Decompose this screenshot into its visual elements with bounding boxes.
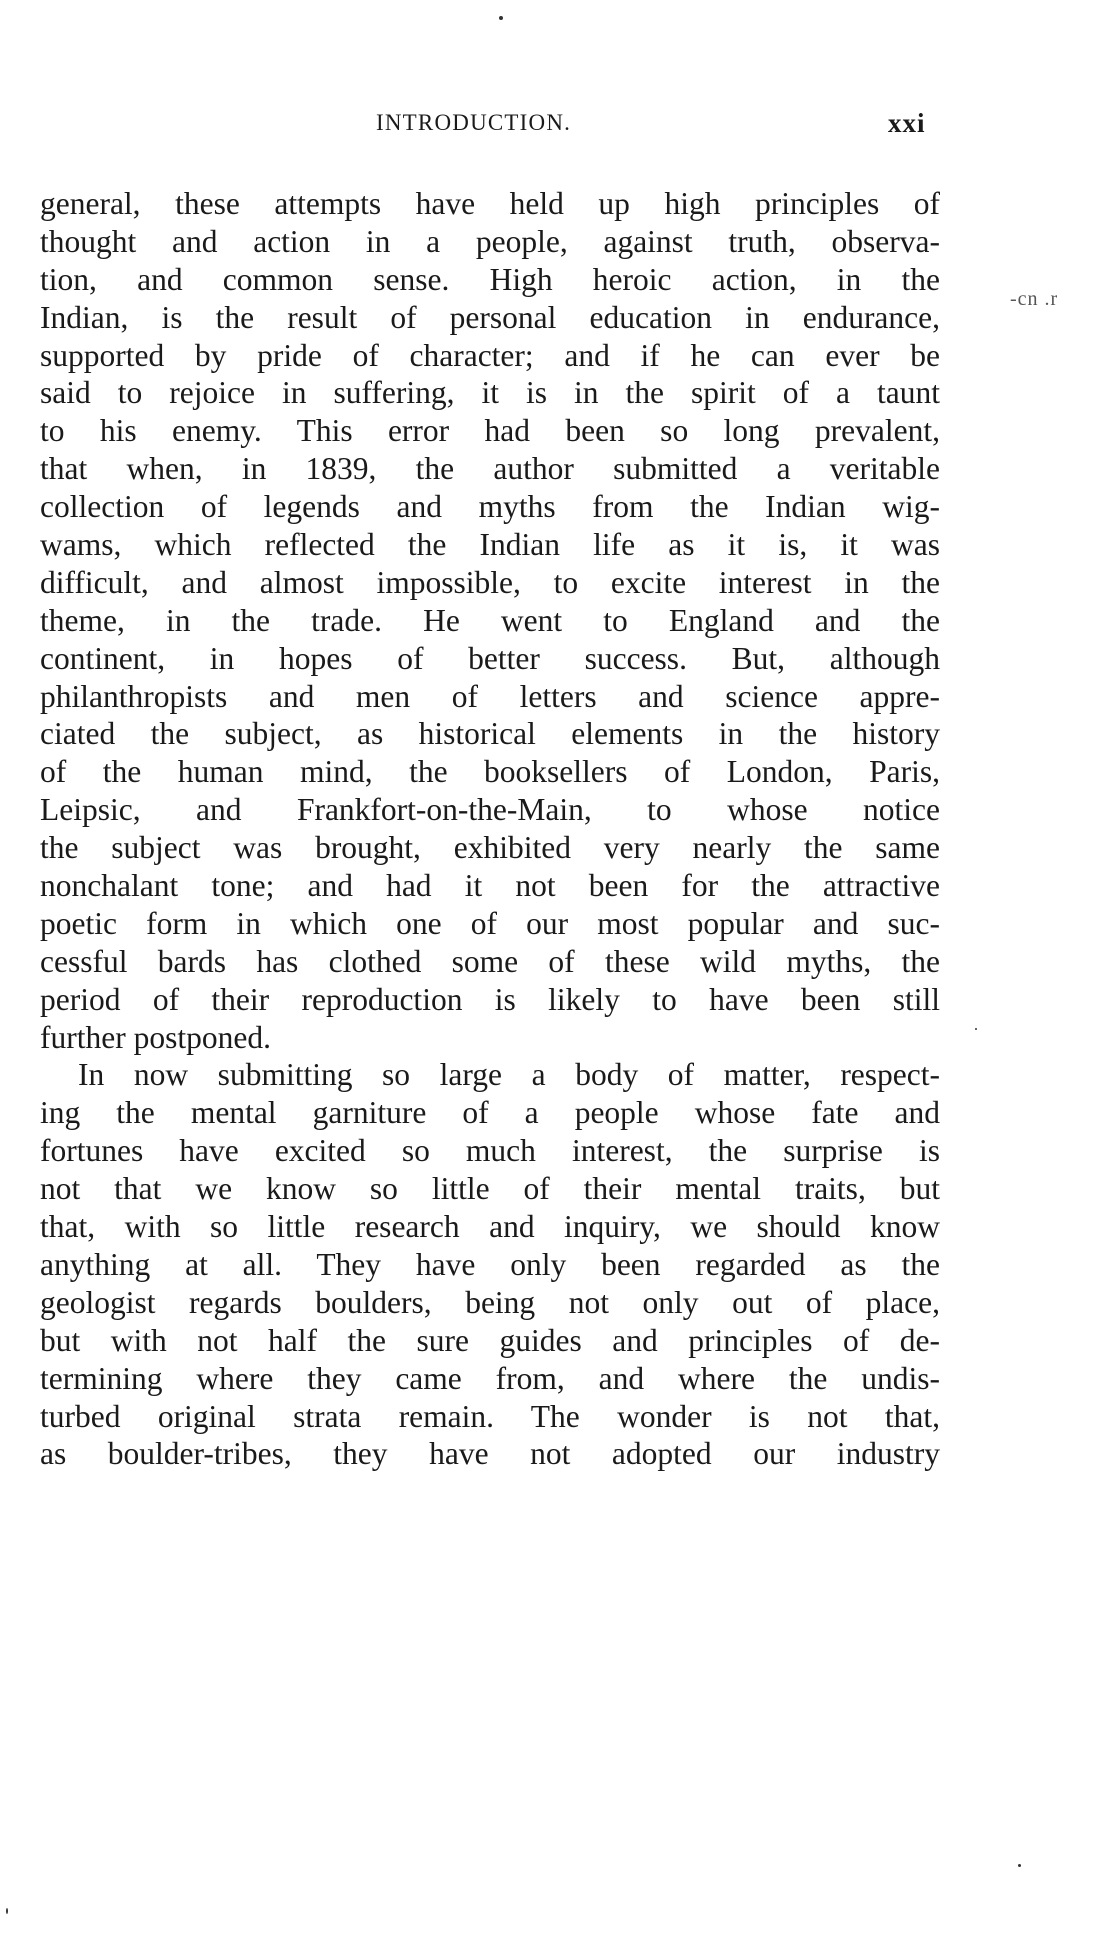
text-line: general, these attempts have held up high principles of xyxy=(40,186,940,221)
paragraph-2 xyxy=(40,1056,940,1473)
text-line: continent, in hopes of better success. But, although xyxy=(40,640,940,676)
text-line: theme, in the trade. He went to England and the xyxy=(40,602,940,638)
text-line: that when, in 1839, the author submitted a veritable xyxy=(40,451,940,487)
text-line: difficult, and almost impossible, to excite interest in the xyxy=(40,564,940,600)
text-line: termining where they came from, and where the undis- xyxy=(40,1360,940,1396)
running-title: INTRODUCTION. xyxy=(376,110,572,135)
text-line: supported by pride of character; and if he can ever be xyxy=(40,337,940,373)
text-line: In now submitting so large a body of matter, respect- xyxy=(78,1057,940,1093)
text-line: period of their reproduction is likely to have been still xyxy=(40,981,940,1017)
paper-speck xyxy=(499,16,503,20)
text-line: the subject was brought, exhibited very nearly the same xyxy=(40,830,940,866)
paper-speck xyxy=(6,1908,8,1914)
text-line: ciated the subject, as historical elements in the history xyxy=(40,716,940,752)
text-line: of the human mind, the booksellers of London, Paris, xyxy=(40,754,940,790)
text-line: turbed original strata remain. The wonder is not that, xyxy=(40,1398,940,1434)
text-line: further postponed. xyxy=(40,1019,271,1055)
text-line: Indian, is the result of personal education in endurance, xyxy=(40,299,940,335)
body-text xyxy=(40,185,940,1473)
text-line: Leipsic, and Frankfort-on-the-Main, to whose notice xyxy=(40,792,940,828)
page-number: xxi xyxy=(888,108,926,138)
text-line: cessful bards has clothed some of these wild myths, the xyxy=(40,943,940,979)
text-line: as boulder-tribes, they have not adopted our industry xyxy=(40,1436,940,1472)
margin-annotation: -cn .r xyxy=(1010,288,1059,310)
paper-speck xyxy=(1018,1864,1021,1867)
text-line: but with not half the sure guides and principles of de- xyxy=(40,1322,940,1358)
text-line: not that we know so little of their mental traits, but xyxy=(40,1171,940,1207)
text-line: poetic form in which one of our most popular and suc- xyxy=(40,905,940,941)
paper-speck xyxy=(975,1028,977,1030)
text-line: tion, and common sense. High heroic action, in the xyxy=(40,261,940,297)
text-line: to his enemy. This error had been so long prevalent, xyxy=(40,413,940,449)
text-line: that, with so little research and inquiry, we should know xyxy=(40,1209,940,1245)
text-line: philanthropists and men of letters and science appre- xyxy=(40,678,940,714)
running-header xyxy=(0,110,1093,150)
text-line: geologist regards boulders, being not only out of place, xyxy=(40,1284,940,1320)
text-line: anything at all. They have only been regarded as the xyxy=(40,1246,940,1282)
text-line: ing the mental garniture of a people whose fate and xyxy=(40,1095,940,1131)
text-line: thought and action in a people, against truth, observa- xyxy=(40,223,940,259)
text-line: wams, which reflected the Indian life as it is, it was xyxy=(40,527,940,563)
paragraph-1 xyxy=(40,185,940,1056)
text-line: fortunes have excited so much interest, the surprise is xyxy=(40,1133,940,1169)
text-line: collection of legends and myths from the Indian wig- xyxy=(40,489,940,525)
text-line: nonchalant tone; and had it not been for the attractive xyxy=(40,868,940,904)
text-line: said to rejoice in suffering, it is in the spirit of a taunt xyxy=(40,375,940,411)
